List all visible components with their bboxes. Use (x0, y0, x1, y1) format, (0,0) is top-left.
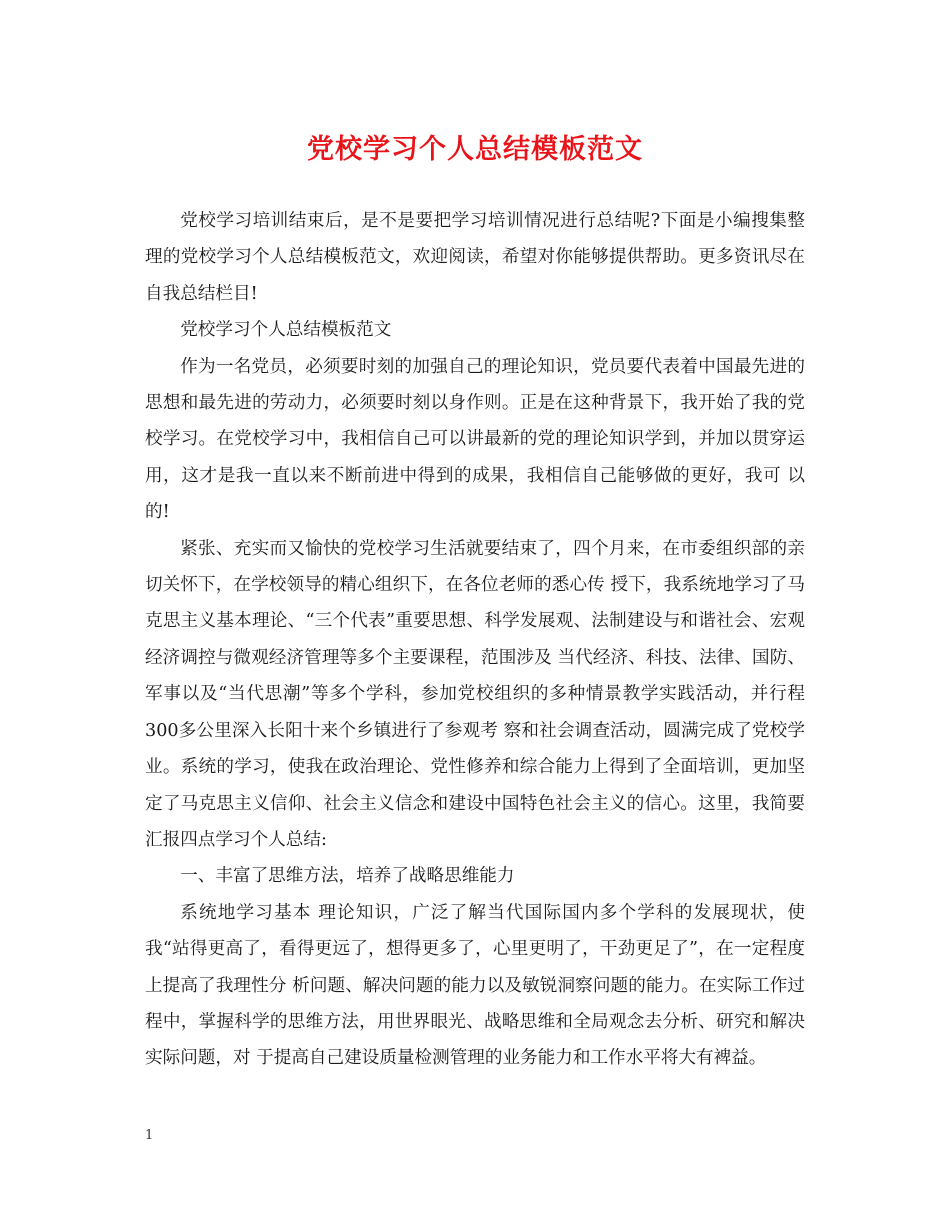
subtitle-paragraph: 党校学习个人总结模板范文 (180, 320, 392, 341)
body-paragraph-2: 紧张、充实而又愉快的党校学习生活就要结束了，四个月来，在市委组织部的亲切关怀下，在学校领导的精心组织下，在各位老师的悉心传 授下，我系统地学习了马克思主义基本理论、“三个代表”重要思想、科学发展观、法制建设与和谐社会、宏观经济调控与微观经济管理等多个主要课程，范围涉及 当代经济、科技、法律、国防、军事以及“当代思潮”等多个学科，参加党校组织的多种情景教学实践活动，并行程300多公里深入长阳十来个乡镇进行了参观考 察和社会调查活动，圆满完成了党校学业。系统的学习，使我在政治理论、党性修养和综合能力上得到了全面培训，更加坚定了马克思主义信仰、社会主义信念和建设中国特色社会主义的信心。这里，我简要汇报四点学习个人总结: (145, 538, 805, 850)
page-number: 1 (145, 1128, 154, 1143)
document-title: 党校学习个人总结模板范文 (307, 134, 643, 165)
body-paragraph-3: 系统地学习基本 理论知识，广泛了解当代国际国内多个学科的发展现状，使我“站得更高了，看得更远了，想得更多了，心里更明了，干劲更足了”，在一定程度上提高了我理性分 析问题、解决问题的能力以及敏锐洞察问题的能力。在实际工作过程中，掌握科学的思维方法，用世界眼光、战略思维和全局观念去分析、研究和解决实际问题，对 于提高自己建设质量检测管理的业务能力和工作水平将大有裨益。 (145, 902, 805, 1069)
section-heading-1: 一、丰富了思维方法，培养了战略思维能力 (180, 866, 515, 887)
intro-paragraph: 党校学习培训结束后，是不是要把学习培训情况进行总结呢?下面是小编搜集整理的党校学习个人总结模板范文，欢迎阅读，希望对你能够提供帮助。更多资讯尽在自我总结栏目! (145, 211, 805, 304)
document-body (145, 203, 805, 1077)
body-paragraph-1: 作为一名党员，必须要时刻的加强自己的理论知识，党员要代表着中国最先进的思想和最先进的劳动力，必须要时刻以身作则。正是在这种背景下，我开始了我的党 校学习。在党校学习中，我相信自己可以讲最新的党的理论知识学到，并加以贯穿运用，这才是我一直以来不断前进中得到的成果，我相信自己能够做的更好，我可 以的! (145, 356, 805, 523)
